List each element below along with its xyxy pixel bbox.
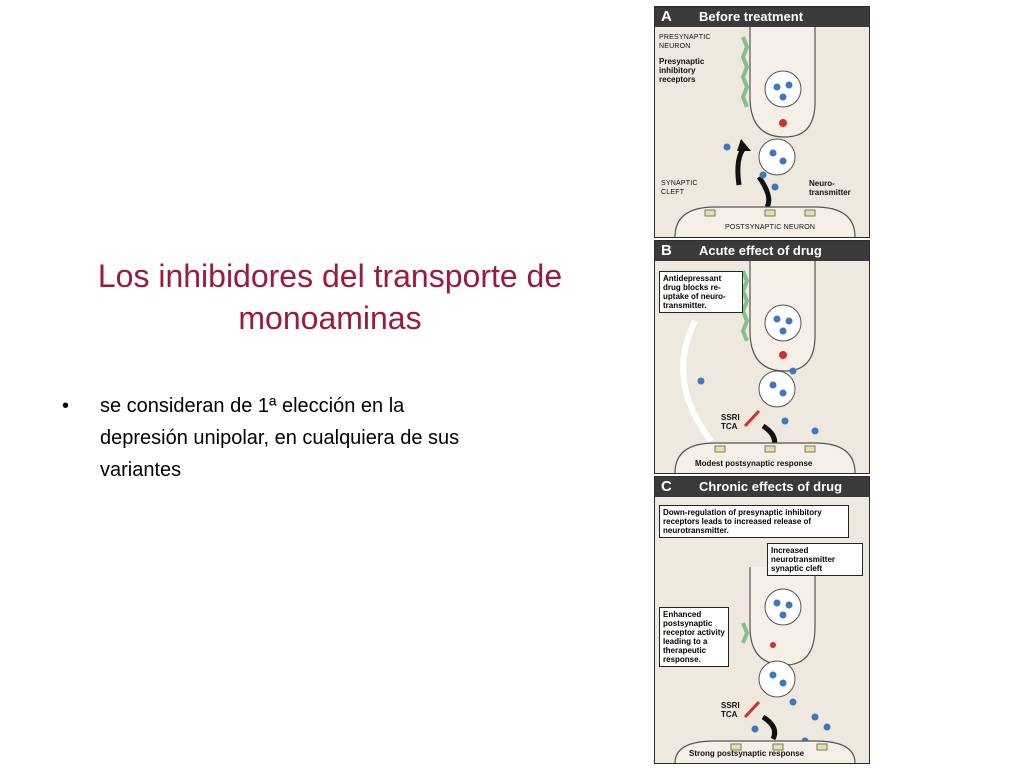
callout-increased-nt: Increased neurotransmitter synaptic cleft bbox=[767, 543, 863, 576]
panel-c-title: Chronic effects of drug bbox=[699, 479, 843, 494]
panel-c-header bbox=[655, 477, 869, 497]
slide-title: Los inhibidores del transporte de monoaminas bbox=[97, 258, 563, 336]
panel-b-letter: B bbox=[661, 242, 672, 259]
bullet-symbol: • bbox=[62, 395, 70, 417]
panel-a-header bbox=[655, 7, 869, 27]
label-inhibitory-receptors: Presynaptic inhibitory receptors bbox=[659, 57, 705, 84]
panel-c bbox=[654, 476, 870, 764]
panel-b-title: Acute effect of drug bbox=[699, 243, 822, 258]
label-postsynaptic: POSTSYNAPTIC NEURON bbox=[725, 224, 816, 231]
label-strong-response: Strong postsynaptic response bbox=[689, 749, 805, 758]
panel-a bbox=[654, 6, 870, 238]
panel-c-letter: C bbox=[661, 478, 672, 495]
callout-acute: Antidepressant drug blocks re-uptake of neuro- transmitter. bbox=[659, 271, 743, 313]
label-neurotransmitter: Neuro- transmitter bbox=[809, 179, 851, 197]
label-presynaptic: PRESYNAPTIC NEURON bbox=[659, 34, 711, 50]
callout-enhanced: Enhanced postsynaptic receptor activity leading to a therapeutic response. bbox=[659, 607, 729, 667]
label-modest-response: Modest postsynaptic response bbox=[695, 459, 813, 468]
panel-a-letter: A bbox=[661, 8, 672, 25]
panel-b bbox=[654, 240, 870, 474]
label-ssri-tca-b: SSRI TCA bbox=[721, 413, 740, 431]
callout-downregulation: Down-regulation of presynaptic inhibitory receptors leads to increased release of neurotransmitter. bbox=[659, 505, 849, 538]
label-ssri-tca-c: SSRI TCA bbox=[721, 701, 740, 719]
synapse-figure bbox=[654, 6, 868, 762]
panel-a-title: Before treatment bbox=[699, 9, 804, 24]
label-synaptic-cleft: SYNAPTIC CLEFT bbox=[661, 180, 698, 196]
panel-b-header bbox=[655, 241, 869, 261]
bullet-text: se consideran de 1ª elección en la depresión unipolar, en cualquiera de sus variantes bbox=[100, 395, 460, 481]
